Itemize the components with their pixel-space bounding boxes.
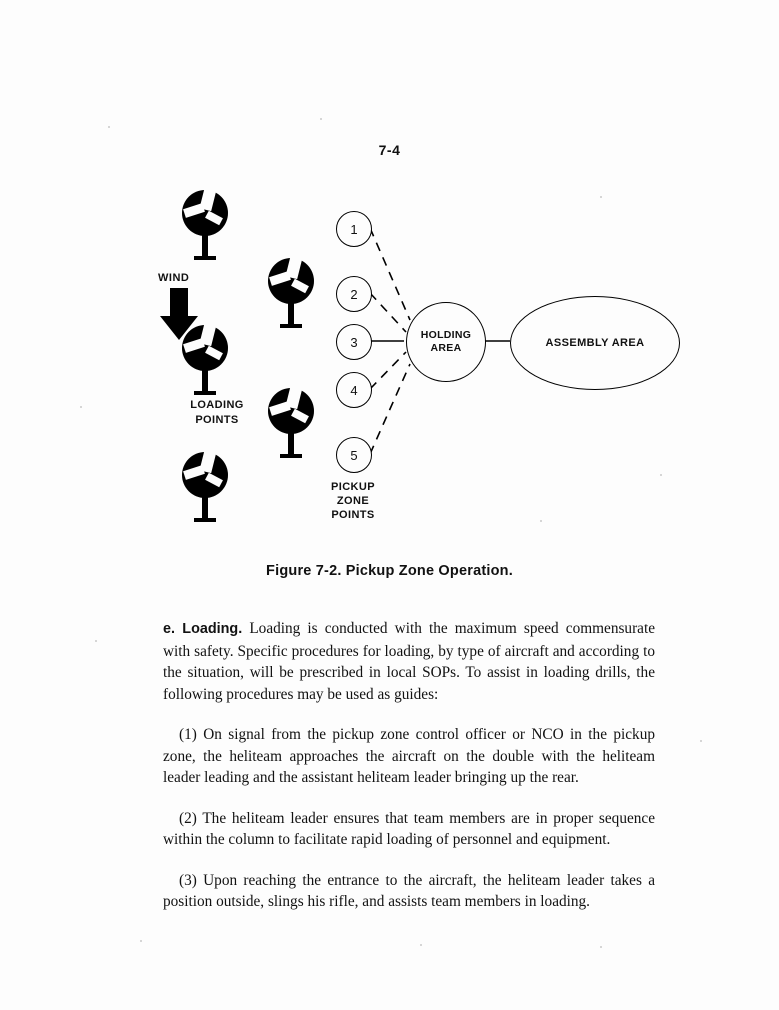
paragraph-e <box>163 618 655 705</box>
pickup-zone-points-label-line3: POINTS <box>331 509 375 521</box>
wind-label: WIND <box>158 272 190 284</box>
pickup-zone-point-5[interactable]: 5 <box>336 437 372 473</box>
scan-speckle <box>80 406 82 408</box>
scan-speckle <box>140 940 142 942</box>
loading-point-helicopter-icon <box>268 388 322 458</box>
scan-speckle <box>600 946 602 948</box>
assembly-area-label: ASSEMBLY AREA <box>545 337 645 349</box>
scan-speckle <box>320 118 322 120</box>
loading-points-label-line1: LOADING <box>190 399 244 411</box>
scan-speckle <box>420 944 422 946</box>
paragraph-2: (2) The heliteam leader ensures that team members are in proper sequence within the column to facilitate rapid loading of personnel and equipment. <box>163 809 655 848</box>
scan-speckle <box>700 740 702 742</box>
paragraph-e-lead: e. Loading. <box>163 621 243 637</box>
holding-area-label-line2: AREA <box>430 342 462 354</box>
pickup-zone-point-3[interactable]: 3 <box>336 324 372 360</box>
pickup-zone-points-label-line1: PICKUP <box>331 481 375 493</box>
scan-speckle <box>95 640 97 642</box>
figure-caption: Figure 7-2. Pickup Zone Operation. <box>266 563 513 579</box>
figure-pickup-zone-operation <box>120 180 680 560</box>
paragraph-3: (3) Upon reaching the entrance to the aircraft, the heliteam leader takes a position outside, slings his rifle, and assists team members in loading. <box>163 871 655 910</box>
loading-points-label-line2: POINTS <box>195 414 239 426</box>
wind-arrow-icon <box>158 288 206 349</box>
scan-speckle <box>108 126 110 128</box>
holding-area-label-line1: HOLDING <box>420 329 472 341</box>
loading-point-helicopter-icon <box>182 190 236 260</box>
body-text <box>163 618 655 932</box>
loading-point-helicopter-icon <box>182 452 236 522</box>
pickup-zone-points-label <box>313 480 393 522</box>
pickup-zone-point-4[interactable]: 4 <box>336 372 372 408</box>
pickup-zone-point-2[interactable]: 2 <box>336 276 372 312</box>
assembly-area-node[interactable] <box>510 296 680 390</box>
paragraph-1: (1) On signal from the pickup zone control officer or NCO in the pickup zone, the heliteam approaches the aircraft on the double with the heliteam leader leading and the assistant heliteam leader bringing up the rear. <box>163 726 655 786</box>
paragraph-e-body: Loading is conducted with the maximum speed commensurate with safety. Specific procedures for loading, by type of aircraft and according to the situation, will be prescribed in local SOPs. To assist in loading drills, the following procedures may be used as guides: <box>163 620 656 703</box>
holding-area-node[interactable] <box>406 302 486 382</box>
loading-points-label <box>158 398 276 428</box>
loading-point-helicopter-icon <box>268 258 322 328</box>
pickup-zone-point-1[interactable]: 1 <box>336 211 372 247</box>
pickup-zone-points-label-line2: ZONE <box>336 495 370 507</box>
page-number: 7-4 <box>378 142 401 158</box>
